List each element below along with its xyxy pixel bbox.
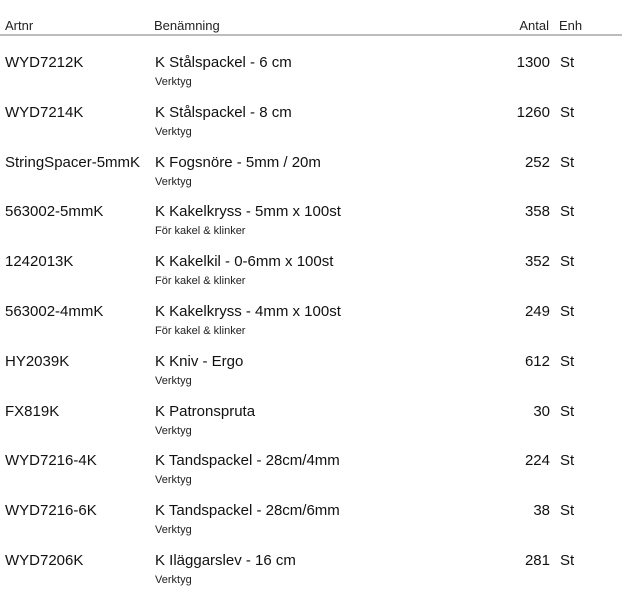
row-artnr: WYD7216-6K: [5, 502, 97, 520]
row-name: K Kakelkil - 0-6mm x 100st: [155, 253, 334, 271]
table-body: [0, 54, 622, 602]
row-qty: 224: [524, 452, 550, 470]
row-category: Verktyg: [155, 424, 192, 437]
table-row: [0, 104, 622, 154]
row-artnr: WYD7212K: [5, 54, 84, 71]
table-row: [0, 203, 622, 253]
row-unit: St: [560, 302, 575, 320]
row-name: K Patronspruta: [155, 402, 256, 420]
row-category: För kakel & klinker: [155, 324, 246, 337]
header-antal: Antal: [519, 18, 549, 33]
row-unit: St: [560, 452, 575, 470]
table-header: [0, 0, 622, 36]
row-unit: St: [560, 253, 575, 271]
row-name: K Kakelkryss - 5mm x 100st: [155, 203, 341, 221]
table-row: [0, 154, 622, 204]
row-qty: 1260: [516, 103, 550, 121]
row-name: K Kniv - Ergo: [155, 352, 244, 370]
row-name: K Stålspackel - 6 cm: [155, 54, 292, 71]
row-name: K Iläggarslev - 16 cm: [155, 551, 296, 569]
row-category: Verktyg: [155, 524, 192, 537]
row-qty: 1300: [516, 54, 550, 71]
row-artnr: 563002-4mmK: [5, 302, 104, 320]
row-unit: St: [560, 402, 575, 420]
row-unit: St: [560, 103, 575, 121]
header-benamning: Benämning: [154, 18, 220, 33]
row-artnr: StringSpacer-5mmK: [5, 153, 141, 171]
row-name: K Kakelkryss - 4mm x 100st: [155, 302, 341, 320]
row-artnr: 1242013K: [5, 253, 74, 271]
row-name: K Fogsnöre - 5mm / 20m: [155, 153, 321, 171]
table-row: [0, 54, 622, 104]
row-qty: 249: [524, 302, 550, 320]
row-category: Verktyg: [155, 125, 192, 138]
row-qty: 281: [524, 551, 550, 569]
row-name: K Tandspackel - 28cm/4mm: [155, 452, 340, 470]
row-qty: 352: [524, 253, 550, 271]
row-artnr: 563002-5mmK: [5, 203, 104, 221]
row-category: För kakel & klinker: [155, 225, 246, 238]
table-row: [0, 303, 622, 353]
row-category: Verktyg: [155, 76, 192, 88]
row-qty: 358: [524, 203, 550, 221]
table-row: [0, 353, 622, 403]
row-qty: 30: [533, 402, 550, 420]
row-unit: St: [560, 153, 575, 171]
row-artnr: WYD7216-4K: [5, 452, 97, 470]
row-unit: St: [560, 203, 575, 221]
row-name: K Tandspackel - 28cm/6mm: [155, 502, 340, 520]
row-qty: 252: [524, 153, 550, 171]
row-unit: St: [560, 54, 575, 71]
table-row: [0, 253, 622, 303]
header-artnr: Artnr: [5, 18, 34, 33]
row-artnr: WYD7214K: [5, 103, 84, 121]
row-category: Verktyg: [155, 573, 192, 586]
header-divider: [0, 34, 622, 36]
row-category: Verktyg: [155, 474, 192, 487]
row-unit: St: [560, 352, 575, 370]
row-category: Verktyg: [155, 175, 192, 188]
row-artnr: FX819K: [5, 402, 60, 420]
row-qty: 612: [524, 352, 550, 370]
table-row: [0, 502, 622, 552]
row-unit: St: [560, 502, 575, 520]
row-unit: St: [560, 551, 575, 569]
row-name: K Stålspackel - 8 cm: [155, 103, 292, 121]
row-qty: 38: [533, 502, 550, 520]
table-row: [0, 552, 622, 602]
table-row: [0, 403, 622, 453]
row-category: För kakel & klinker: [155, 275, 246, 288]
row-artnr: HY2039K: [5, 352, 70, 370]
row-artnr: WYD7206K: [5, 551, 84, 569]
row-category: Verktyg: [155, 374, 192, 387]
table-row: [0, 452, 622, 502]
header-enh: Enh: [559, 18, 583, 33]
